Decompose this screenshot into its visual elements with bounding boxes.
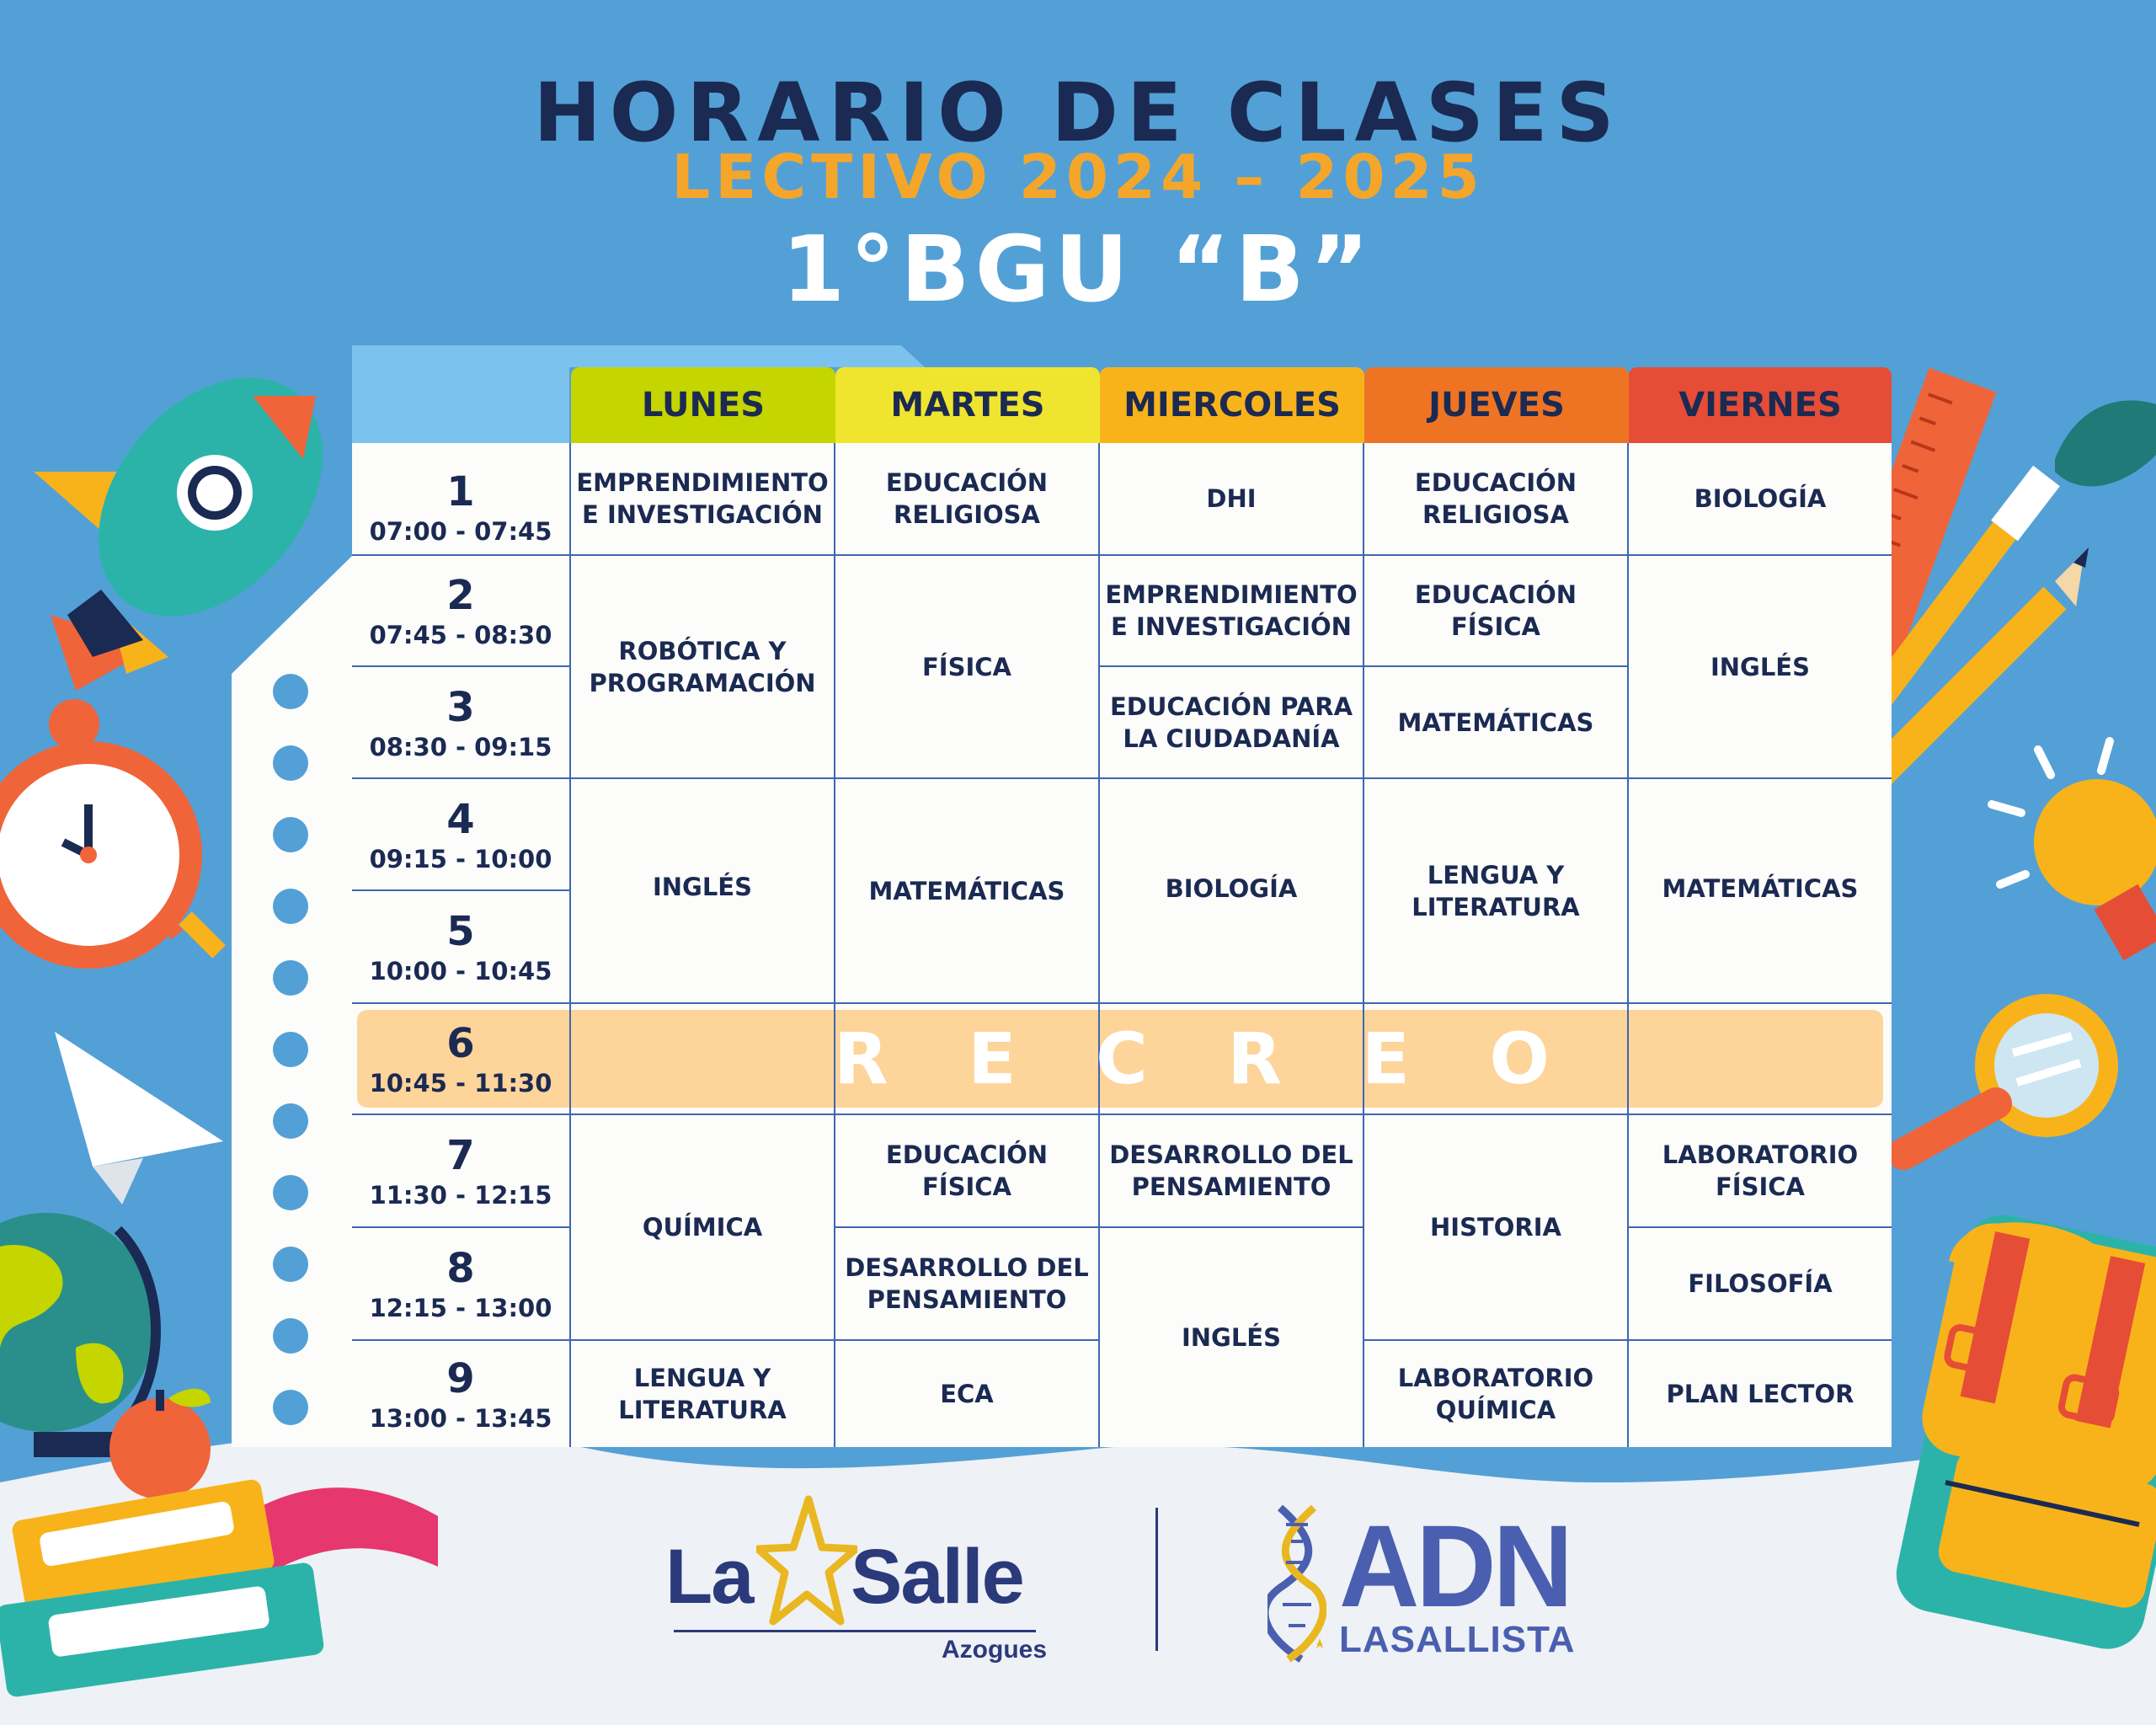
period-2 xyxy=(352,556,569,665)
spiral-hole xyxy=(273,1318,308,1354)
class-cell-miercoles: EMPRENDIMIENTO E INVESTIGACIÓN xyxy=(1105,580,1358,641)
class-cell-lunes: QUÍMICA xyxy=(642,1213,763,1242)
recreo-letter: R xyxy=(834,1017,889,1100)
class-cell-miercoles: DESARROLLO DEL PENSAMIENTO xyxy=(1109,1140,1353,1201)
lasalle-logo-city: Azogues xyxy=(942,1636,1048,1664)
spiral-hole xyxy=(273,1390,308,1425)
period-time: 09:15 - 10:00 xyxy=(369,844,552,873)
period-time: 10:45 - 11:30 xyxy=(369,1069,552,1097)
period-9 xyxy=(352,1341,569,1447)
period-3 xyxy=(352,667,569,777)
class-cell-viernes: PLAN LECTOR xyxy=(1666,1380,1854,1408)
class-cell-miercoles: DHI xyxy=(1206,484,1257,513)
class-cell-martes: DESARROLLO DEL PENSAMIENTO xyxy=(845,1253,1089,1314)
class-cell-lunes: LENGUA Y LITERATURA xyxy=(618,1364,787,1424)
day-header-martes: MARTES xyxy=(835,367,1100,443)
period-time: 08:30 - 09:15 xyxy=(369,732,552,761)
period-number: 8 xyxy=(446,1245,475,1292)
class-cell-martes: ECA xyxy=(940,1380,994,1408)
spiral-hole xyxy=(273,817,308,852)
spiral-hole xyxy=(273,889,308,924)
class-cell-martes: EDUCACIÓN RELIGIOSA xyxy=(885,468,1049,529)
alarm-clock-icon xyxy=(0,699,219,969)
spiral-hole xyxy=(273,674,308,709)
spiral-hole xyxy=(273,960,308,996)
class-cell-miercoles: EDUCACIÓN PARA LA CIUDADANÍA xyxy=(1109,692,1353,753)
period-number: 6 xyxy=(446,1020,475,1067)
lasalle-logo-salle: Salle xyxy=(851,1534,1023,1620)
period-time: 13:00 - 13:45 xyxy=(369,1404,552,1433)
class-cell-jueves: LABORATORIO QUÍMICA xyxy=(1397,1364,1594,1424)
class-cell-viernes: MATEMÁTICAS xyxy=(1662,874,1859,903)
class-cell-lunes: EMPRENDIMIENTO E INVESTIGACIÓN xyxy=(576,468,829,529)
recreo-letter: E xyxy=(968,1017,1017,1100)
footer-wave xyxy=(0,1431,2156,1725)
logo-underline xyxy=(674,1630,1036,1632)
recreo-letter: O xyxy=(1489,1017,1550,1100)
period-number: 2 xyxy=(446,572,475,619)
recreo-letter: R xyxy=(1227,1017,1283,1100)
period-number: 9 xyxy=(446,1355,475,1402)
lightbulb-icon xyxy=(1992,741,2156,960)
period-6 xyxy=(352,1010,569,1108)
backpack-icon xyxy=(1889,1208,2156,1656)
day-header-miercoles: MIERCOLES xyxy=(1100,367,1364,443)
class-cell-martes: FÍSICA xyxy=(921,652,1011,681)
period-number: 3 xyxy=(446,683,475,731)
adn-logo-subtitle: LASALLISTA xyxy=(1339,1619,1576,1660)
class-cell-viernes: INGLÉS xyxy=(1710,652,1811,681)
magnifier-icon xyxy=(1903,994,2118,1154)
class-cell-lunes: INGLÉS xyxy=(652,872,753,901)
period-8 xyxy=(352,1228,569,1339)
class-cell-viernes: LABORATORIO FÍSICA xyxy=(1662,1140,1859,1201)
class-cell-jueves: MATEMÁTICAS xyxy=(1397,708,1594,737)
class-cell-viernes: FILOSOFÍA xyxy=(1688,1269,1833,1298)
lasalle-logo-la: La xyxy=(665,1534,753,1620)
period-time: 10:00 - 10:45 xyxy=(369,957,552,985)
spiral-hole xyxy=(273,1175,308,1210)
period-time: 12:15 - 13:00 xyxy=(369,1294,552,1322)
course-name: 1°BGU “B” xyxy=(782,217,1374,323)
period-4 xyxy=(352,779,569,889)
sheet-corner xyxy=(352,345,569,443)
class-cell-martes: EDUCACIÓN FÍSICA xyxy=(885,1140,1049,1201)
spiral-hole xyxy=(273,745,308,781)
period-number: 4 xyxy=(446,795,475,843)
class-cell-martes: MATEMÁTICAS xyxy=(868,876,1065,905)
period-7 xyxy=(352,1115,569,1226)
class-cell-viernes: BIOLOGÍA xyxy=(1694,484,1827,513)
period-time: 07:00 - 07:45 xyxy=(369,517,552,546)
day-header-jueves: JUEVES xyxy=(1364,367,1629,443)
class-cell-lunes: ROBÓTICA Y PROGRAMACIÓN xyxy=(589,636,816,697)
spiral-hole xyxy=(273,1103,308,1139)
period-time: 07:45 - 08:30 xyxy=(369,621,552,649)
day-header-lunes: LUNES xyxy=(571,367,835,443)
period-1 xyxy=(352,460,569,554)
star-icon xyxy=(756,1495,857,1630)
period-time: 11:30 - 12:15 xyxy=(369,1181,552,1210)
period-number: 1 xyxy=(446,468,475,515)
class-cell-jueves: EDUCACIÓN FÍSICA xyxy=(1414,580,1577,641)
paper-plane-icon xyxy=(55,1032,223,1204)
recreo-label xyxy=(834,1010,1550,1108)
dna-icon xyxy=(1267,1503,1326,1664)
recreo-letter: C xyxy=(1096,1017,1148,1100)
class-cell-miercoles: BIOLOGÍA xyxy=(1165,874,1298,903)
spiral-hole xyxy=(273,1032,308,1067)
school-year: LECTIVO 2024 – 2025 xyxy=(671,142,1485,212)
class-cell-jueves: HISTORIA xyxy=(1430,1213,1561,1242)
page-title: HORARIO DE CLASES xyxy=(533,66,1623,160)
footer-divider xyxy=(1155,1508,1158,1651)
period-number: 5 xyxy=(446,908,475,955)
period-number: 7 xyxy=(446,1132,475,1179)
grid-line xyxy=(352,1002,1892,1004)
class-cell-miercoles: INGLÉS xyxy=(1181,1323,1282,1352)
class-cell-jueves: LENGUA Y LITERATURA xyxy=(1412,860,1580,921)
spiral-hole xyxy=(273,1247,308,1282)
recreo-letter: E xyxy=(1361,1017,1410,1100)
period-5 xyxy=(352,891,569,1002)
day-header-viernes: VIERNES xyxy=(1629,367,1892,443)
class-cell-jueves: EDUCACIÓN RELIGIOSA xyxy=(1414,468,1577,529)
adn-logo-title: ADN xyxy=(1339,1501,1570,1632)
